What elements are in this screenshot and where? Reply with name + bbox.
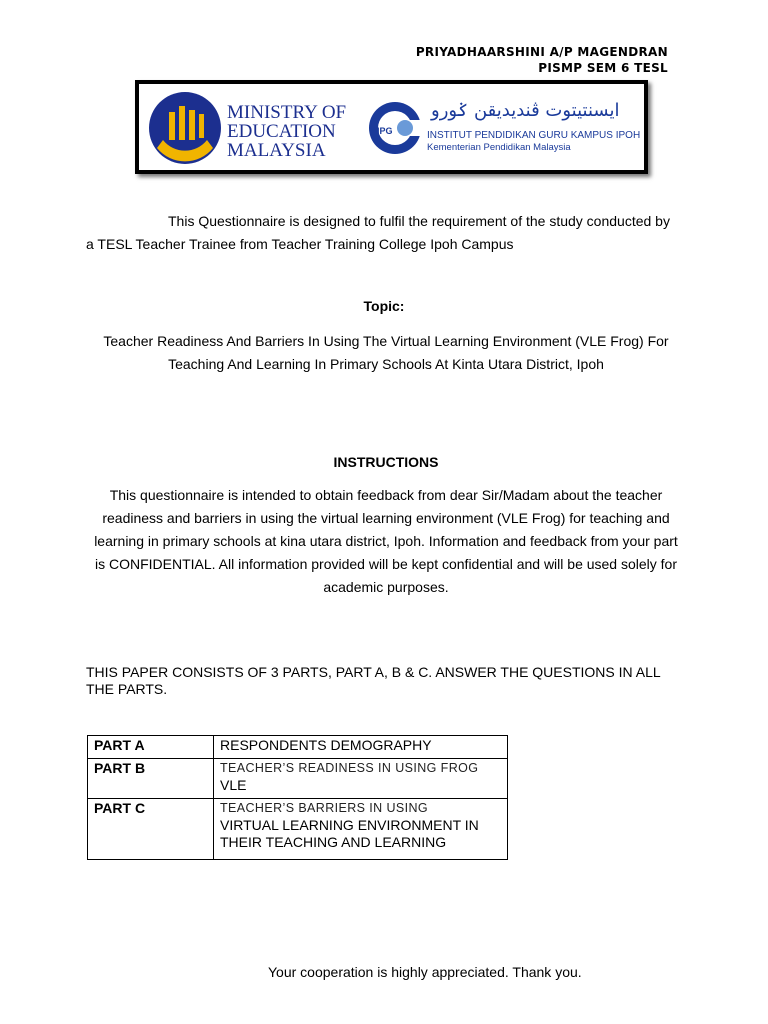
logo-banner [135,80,648,174]
topic-line-1: Teacher Readiness And Barriers In Using The Virtual Learning Environment (VLE Frog) For [103,333,669,349]
topic-title [86,330,686,376]
parts-note: THIS PAPER CONSISTS OF 3 PARTS, PART A, B & C. ANSWER THE QUESTIONS IN ALL THE PARTS. [86,664,661,697]
part-description [214,736,508,759]
instructions-line-2: readiness and barriers in using the virtual learning environment (VLE Frog) for teaching and [102,510,670,526]
part-desc-line: VLE [220,777,247,793]
part-desc-line: THEIR TEACHING AND LEARNING [220,834,447,850]
instructions-line-4: is CONFIDENTIAL. All information provided will be kept confidential and will be used solely for [94,556,678,572]
part-desc-small: TEACHER’S BARRIERS IN USING [220,801,429,815]
topic-line-2: Teaching And Learning In Primary Schools At Kinta Utara District, Ipoh [168,356,604,372]
table-row [88,759,508,799]
moe-emblem-icon [149,92,221,164]
author-name: PRIYADHAARSHINI A/P MAGENDRAN [415,45,668,59]
ipg-badge-text: IPG [377,126,393,136]
part-label: PART B [88,759,214,799]
intro-line-2: a TESL Teacher Trainee from Teacher Training College Ipoh Campus [86,236,514,252]
ipg-line2: Kementerian Pendidikan Malaysia [427,142,571,153]
closing-note: Your cooperation is highly appreciated. Thank you. [268,964,582,980]
instructions-paragraph [86,484,686,599]
part-description [214,759,508,799]
instructions-line-1: This questionnaire is intended to obtain feedback from dear Sir/Madam about the teacher [109,487,663,503]
instructions-heading: INSTRUCTIONS [333,454,439,470]
logos-svg [139,84,644,170]
intro-paragraph [86,210,686,256]
parts-table [87,735,508,860]
moe-line2: EDUCATION [227,121,336,142]
moe-line1: MINISTRY OF [227,102,347,123]
moe-line3: MALAYSIA [227,140,326,161]
intro-line-1: This Questionnaire is designed to fulfil the requirement of the study conducted by [168,213,670,229]
ipg-arabic: ايسنتيتوت ڤنديديقن ݢورو [431,100,620,121]
part-desc-small: TEACHER’S READINESS IN USING FROG [220,761,479,775]
ipg-emblem-icon [369,102,421,154]
table-row [88,736,508,759]
instructions-line-3: learning in primary schools at kina utara district, Ipoh. Information and feedback from your part [94,533,678,549]
program-name: PISMP SEM 6 TESL [538,61,668,75]
part-label: PART C [88,799,214,860]
part-desc-line: VIRTUAL LEARNING ENVIRONMENT IN [220,817,479,833]
ipg-line1: INSTITUT PENDIDIKAN GURU KAMPUS IPOH [427,130,641,141]
part-description [214,799,508,860]
author-header [416,44,668,76]
instructions-line-5: academic purposes. [323,579,449,595]
part-desc-line: RESPONDENTS DEMOGRAPHY [220,737,432,753]
part-label: PART A [88,736,214,759]
topic-label: Topic: [363,298,405,314]
table-row [88,799,508,860]
